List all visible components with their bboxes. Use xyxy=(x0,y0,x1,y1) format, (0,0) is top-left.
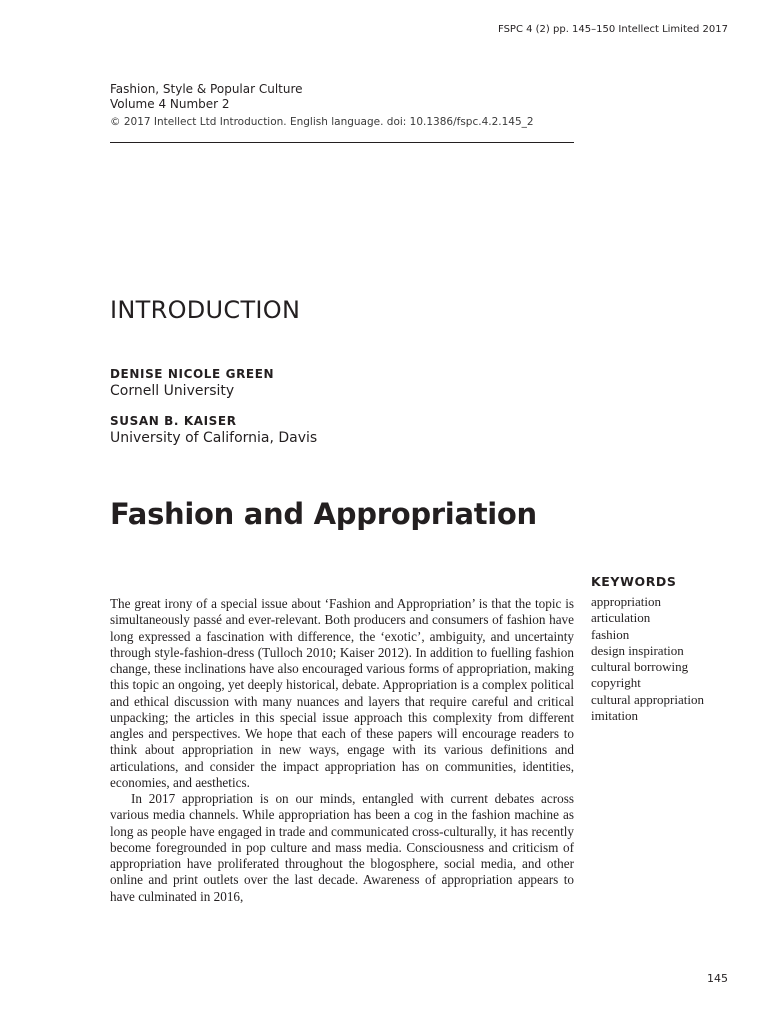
journal-info xyxy=(110,82,574,130)
doi-line: © 2017 Intellect Ltd Introduction. English language. doi: 10.1386/fspc.4.2.145_2 xyxy=(110,116,534,128)
keyword-item: copyright xyxy=(591,675,641,691)
keyword-item: cultural appropriation xyxy=(591,691,704,707)
journal-volume: Volume 4 Number 2 xyxy=(110,97,230,111)
keywords-heading: KEYWORDS xyxy=(591,574,677,589)
body-text xyxy=(110,596,574,905)
section-label: INTRODUCTION xyxy=(110,296,301,324)
keyword-item: design inspiration xyxy=(591,642,684,658)
keyword-item: fashion xyxy=(591,626,630,642)
author-affiliation: Cornell University xyxy=(110,383,235,399)
keywords-list xyxy=(591,594,741,724)
journal-title: Fashion, Style & Popular Culture xyxy=(110,82,303,96)
author-name: DENISE NICOLE GREEN xyxy=(110,367,275,381)
keyword-item: imitation xyxy=(591,707,638,723)
keyword-item: appropriation xyxy=(591,594,662,609)
keywords-panel xyxy=(591,574,741,724)
body-paragraph: In 2017 appropriation is on our minds, entangled with current debates across various media channels. While appropriation has been a cog in the fashion machine as long as people have engaged in trade and communicated cross-culturally, it has recently become foregrounded in pop culture and mass media. Consciousness and criticism of appropriation have proliferated throughout the blogosphere, social media, and other online and print outlets over the last decade. Awareness of appropriation appears to have culminated in 2016, xyxy=(110,791,574,904)
author-block xyxy=(110,366,274,400)
keyword-item: articulation xyxy=(591,610,651,626)
author-block xyxy=(110,413,317,447)
author-affiliation: University of California, Davis xyxy=(110,430,318,446)
body-paragraph: The great irony of a special issue about ‘Fashion and Appropriation’ is that the topic is simultaneously passé and ever-relevant. Both producers and consumers of fashion have long expressed a fascination with difference, the ‘exotic’, ambiguity, and uncertainty through style-fashion-dress (Tulloch 2010; Kaiser 2012). In addition to fuelling fashion change, these inclinations have also encouraged various forms of appropriation, making this topic an ongoing, yet deeply historical, debate. Appropriation is a complex political and ethical discussion with many nuances and layers that require careful and critical unpacking; the articles in this special issue approach this complexity from different angles and perspectives. We hope that each of these papers will encourage readers to think about appropriation in new ways, engage with its various definitions and articulations, and consider the impact appropriation has on communities, identities, economies, and aesthetics. xyxy=(110,596,574,790)
header-rule xyxy=(110,142,574,143)
keyword-item: cultural borrowing xyxy=(591,659,689,674)
article-title: Fashion and Appropriation xyxy=(110,497,537,531)
page-number: 145 xyxy=(707,972,728,985)
author-name: SUSAN B. KAISER xyxy=(110,414,237,428)
running-head: FSPC 4 (2) pp. 145–150 Intellect Limited 2017 xyxy=(498,24,728,35)
